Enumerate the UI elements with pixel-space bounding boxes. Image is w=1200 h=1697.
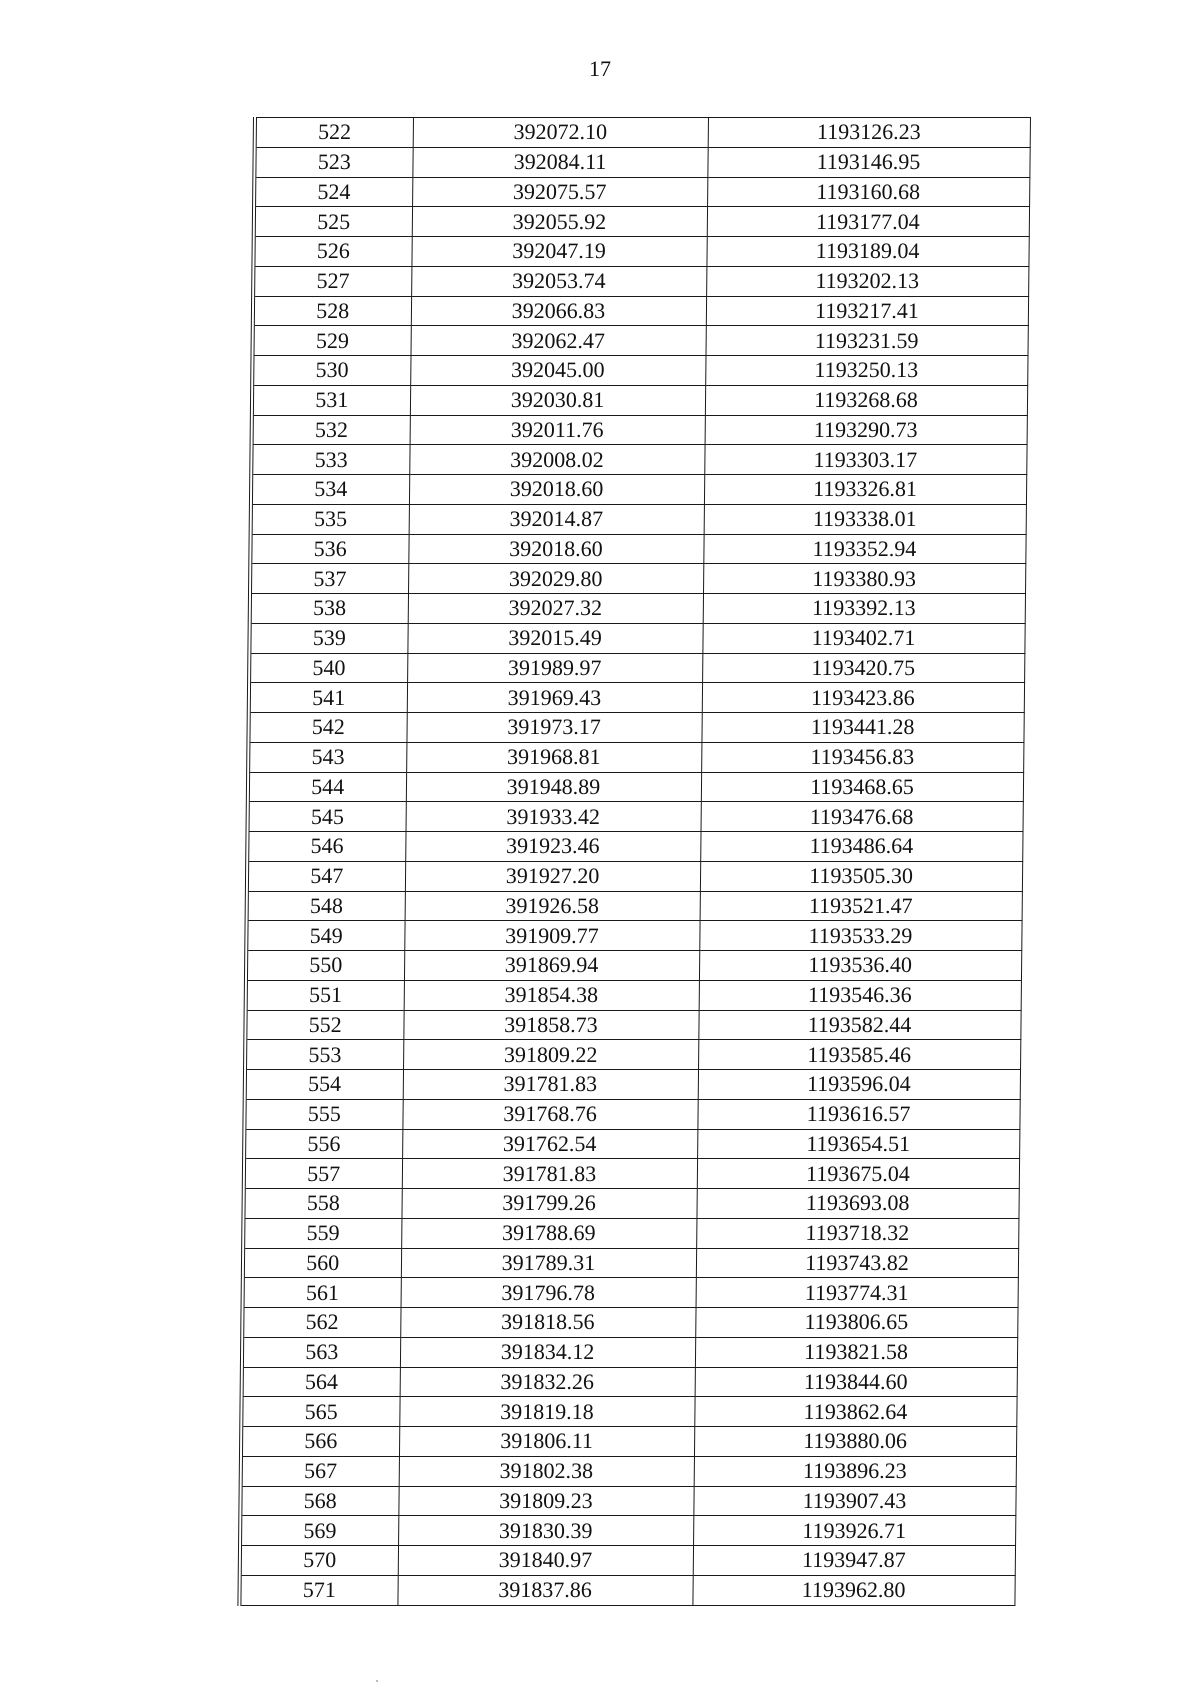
table-row bbox=[249, 623, 1024, 653]
point-number-cell: 569 bbox=[240, 1516, 398, 1546]
point-number-cell: 548 bbox=[247, 891, 405, 921]
table-row bbox=[252, 415, 1027, 445]
table-row bbox=[248, 713, 1023, 743]
y-coordinate-cell: 1193844.60 bbox=[695, 1367, 1017, 1397]
x-coordinate-cell: 391830.39 bbox=[398, 1516, 693, 1546]
point-number-cell: 559 bbox=[243, 1218, 401, 1248]
table-row bbox=[254, 147, 1029, 177]
x-coordinate-cell: 392008.02 bbox=[409, 445, 704, 475]
x-coordinate-cell: 391762.54 bbox=[402, 1129, 697, 1159]
point-number-cell: 571 bbox=[239, 1575, 397, 1605]
y-coordinate-cell: 1193693.08 bbox=[696, 1189, 1018, 1219]
table-row bbox=[245, 1070, 1020, 1100]
point-number-cell: 545 bbox=[248, 802, 406, 832]
table-row bbox=[251, 504, 1026, 534]
y-coordinate-cell: 1193146.95 bbox=[707, 147, 1029, 177]
y-coordinate-cell: 1193352.94 bbox=[703, 534, 1025, 564]
table-row bbox=[248, 772, 1023, 802]
x-coordinate-cell: 391854.38 bbox=[404, 980, 699, 1010]
table-row bbox=[244, 1129, 1019, 1159]
table-row bbox=[253, 266, 1028, 296]
x-coordinate-cell: 391926.58 bbox=[405, 891, 700, 921]
x-coordinate-cell: 391973.17 bbox=[406, 713, 701, 743]
table-row bbox=[244, 1099, 1019, 1129]
y-coordinate-cell: 1193821.58 bbox=[695, 1337, 1017, 1367]
table-row bbox=[244, 1159, 1019, 1189]
point-number-cell: 563 bbox=[242, 1337, 400, 1367]
table-row bbox=[245, 1010, 1020, 1040]
point-number-cell: 531 bbox=[252, 385, 410, 415]
x-coordinate-cell: 391802.38 bbox=[399, 1456, 694, 1486]
x-coordinate-cell: 391781.83 bbox=[402, 1159, 697, 1189]
table-row bbox=[253, 326, 1028, 356]
y-coordinate-cell: 1193862.64 bbox=[694, 1397, 1016, 1427]
x-coordinate-cell: 392066.83 bbox=[411, 296, 706, 326]
y-coordinate-cell: 1193536.40 bbox=[699, 951, 1021, 981]
point-number-cell: 553 bbox=[245, 1040, 403, 1070]
table-row bbox=[240, 1486, 1015, 1516]
x-coordinate-cell: 391799.26 bbox=[401, 1189, 696, 1219]
point-number-cell: 540 bbox=[249, 653, 407, 683]
x-coordinate-cell: 391869.94 bbox=[404, 951, 699, 981]
point-number-cell: 524 bbox=[254, 177, 412, 207]
y-coordinate-cell: 1193217.41 bbox=[706, 296, 1028, 326]
y-coordinate-cell: 1193774.31 bbox=[696, 1278, 1018, 1308]
y-coordinate-cell: 1193338.01 bbox=[704, 504, 1026, 534]
point-number-cell: 552 bbox=[245, 1010, 403, 1040]
point-number-cell: 542 bbox=[248, 713, 406, 743]
point-number-cell: 525 bbox=[254, 207, 412, 237]
point-number-cell: 561 bbox=[243, 1278, 401, 1308]
point-number-cell: 533 bbox=[251, 445, 409, 475]
x-coordinate-cell: 392018.60 bbox=[408, 534, 703, 564]
x-coordinate-cell: 391781.83 bbox=[403, 1070, 698, 1100]
y-coordinate-cell: 1193392.13 bbox=[703, 594, 1025, 624]
y-coordinate-cell: 1193546.36 bbox=[699, 980, 1021, 1010]
table-row bbox=[248, 742, 1023, 772]
point-number-cell: 537 bbox=[250, 564, 408, 594]
point-number-cell: 557 bbox=[244, 1159, 402, 1189]
y-coordinate-cell: 1193743.82 bbox=[696, 1248, 1018, 1278]
y-coordinate-cell: 1193441.28 bbox=[701, 713, 1023, 743]
point-number-cell: 550 bbox=[246, 951, 404, 981]
y-coordinate-cell: 1193380.93 bbox=[703, 564, 1025, 594]
x-coordinate-cell: 391923.46 bbox=[405, 832, 700, 862]
point-number-cell: 544 bbox=[248, 772, 406, 802]
y-coordinate-cell: 1193616.57 bbox=[697, 1099, 1019, 1129]
y-coordinate-cell: 1193126.23 bbox=[708, 118, 1030, 148]
point-number-cell: 547 bbox=[247, 861, 405, 891]
x-coordinate-cell: 391834.12 bbox=[400, 1337, 695, 1367]
y-coordinate-cell: 1193675.04 bbox=[697, 1159, 1019, 1189]
x-coordinate-cell: 391840.97 bbox=[398, 1546, 693, 1576]
table-row bbox=[253, 237, 1028, 267]
table-row bbox=[245, 1040, 1020, 1070]
x-coordinate-cell: 391796.78 bbox=[401, 1278, 696, 1308]
x-coordinate-cell: 391809.22 bbox=[403, 1040, 698, 1070]
point-number-cell: 541 bbox=[249, 683, 407, 713]
table-row bbox=[246, 921, 1021, 951]
x-coordinate-cell: 392045.00 bbox=[410, 356, 705, 386]
x-coordinate-cell: 392030.81 bbox=[410, 385, 705, 415]
x-coordinate-cell: 392053.74 bbox=[411, 266, 706, 296]
x-coordinate-cell: 391989.97 bbox=[407, 653, 702, 683]
point-number-cell: 560 bbox=[243, 1248, 401, 1278]
table-row bbox=[240, 1546, 1015, 1576]
y-coordinate-cell: 1193806.65 bbox=[695, 1308, 1017, 1338]
table-row bbox=[243, 1218, 1018, 1248]
page-number: 17 bbox=[589, 56, 611, 81]
table-row bbox=[247, 861, 1022, 891]
y-coordinate-cell: 1193880.06 bbox=[694, 1427, 1016, 1457]
table-row bbox=[250, 534, 1025, 564]
y-coordinate-cell: 1193585.46 bbox=[698, 1040, 1020, 1070]
table-row bbox=[247, 832, 1022, 862]
table-row bbox=[243, 1189, 1018, 1219]
point-number-cell: 536 bbox=[250, 534, 408, 564]
scan-artifact-dot bbox=[376, 1680, 378, 1682]
x-coordinate-cell: 391819.18 bbox=[399, 1397, 694, 1427]
point-number-cell: 556 bbox=[244, 1129, 402, 1159]
x-coordinate-cell: 392027.32 bbox=[408, 594, 703, 624]
x-coordinate-cell: 392072.10 bbox=[413, 118, 708, 148]
point-number-cell: 570 bbox=[240, 1546, 398, 1576]
table-row bbox=[250, 594, 1025, 624]
point-number-cell: 532 bbox=[252, 415, 410, 445]
y-coordinate-cell: 1193521.47 bbox=[700, 891, 1022, 921]
y-coordinate-cell: 1193402.71 bbox=[702, 623, 1024, 653]
x-coordinate-cell: 391832.26 bbox=[400, 1367, 695, 1397]
point-number-cell: 526 bbox=[253, 237, 411, 267]
point-number-cell: 555 bbox=[244, 1099, 402, 1129]
y-coordinate-cell: 1193907.43 bbox=[693, 1486, 1015, 1516]
table-row bbox=[243, 1278, 1018, 1308]
table-row bbox=[243, 1248, 1018, 1278]
point-number-cell: 554 bbox=[245, 1070, 403, 1100]
x-coordinate-cell: 391818.56 bbox=[400, 1308, 695, 1338]
point-number-cell: 527 bbox=[253, 266, 411, 296]
y-coordinate-cell: 1193718.32 bbox=[696, 1218, 1018, 1248]
table-row bbox=[247, 891, 1022, 921]
y-coordinate-cell: 1193160.68 bbox=[707, 177, 1029, 207]
point-number-cell: 566 bbox=[241, 1427, 399, 1457]
table-row bbox=[254, 207, 1029, 237]
x-coordinate-cell: 392084.11 bbox=[412, 147, 707, 177]
x-coordinate-cell: 391858.73 bbox=[403, 1010, 698, 1040]
point-number-cell: 530 bbox=[252, 356, 410, 386]
coordinate-table-body bbox=[239, 118, 1030, 1606]
y-coordinate-cell: 1193326.81 bbox=[704, 475, 1026, 505]
y-coordinate-cell: 1193486.64 bbox=[700, 832, 1022, 862]
y-coordinate-cell: 1193533.29 bbox=[699, 921, 1021, 951]
table-row bbox=[250, 564, 1025, 594]
x-coordinate-cell: 392018.60 bbox=[409, 475, 704, 505]
y-coordinate-cell: 1193290.73 bbox=[705, 415, 1027, 445]
x-coordinate-cell: 391768.76 bbox=[402, 1099, 697, 1129]
x-coordinate-cell: 391969.43 bbox=[407, 683, 702, 713]
y-coordinate-cell: 1193231.59 bbox=[706, 326, 1028, 356]
table-row bbox=[252, 356, 1027, 386]
table-row bbox=[239, 1575, 1014, 1605]
y-coordinate-cell: 1193926.71 bbox=[693, 1516, 1015, 1546]
table-row bbox=[253, 296, 1028, 326]
table-row bbox=[248, 802, 1023, 832]
table-row bbox=[240, 1516, 1015, 1546]
point-number-cell: 551 bbox=[246, 980, 404, 1010]
y-coordinate-cell: 1193250.13 bbox=[705, 356, 1027, 386]
y-coordinate-cell: 1193189.04 bbox=[706, 237, 1028, 267]
table-row bbox=[246, 980, 1021, 1010]
table-row bbox=[242, 1308, 1017, 1338]
y-coordinate-cell: 1193596.04 bbox=[698, 1070, 1020, 1100]
table-row bbox=[241, 1427, 1016, 1457]
x-coordinate-cell: 392011.76 bbox=[410, 415, 705, 445]
point-number-cell: 568 bbox=[240, 1486, 398, 1516]
y-coordinate-cell: 1193582.44 bbox=[698, 1010, 1020, 1040]
table-row bbox=[249, 653, 1024, 683]
point-number-cell: 565 bbox=[241, 1397, 399, 1427]
y-coordinate-cell: 1193505.30 bbox=[700, 861, 1022, 891]
point-number-cell: 528 bbox=[253, 296, 411, 326]
x-coordinate-cell: 391806.11 bbox=[399, 1427, 694, 1457]
table-row bbox=[242, 1337, 1017, 1367]
x-coordinate-cell: 392062.47 bbox=[411, 326, 706, 356]
x-coordinate-cell: 392047.19 bbox=[411, 237, 706, 267]
x-coordinate-cell: 391789.31 bbox=[401, 1248, 696, 1278]
table-row bbox=[251, 475, 1026, 505]
x-coordinate-cell: 391837.86 bbox=[397, 1575, 692, 1605]
x-coordinate-cell: 392015.49 bbox=[407, 623, 702, 653]
y-coordinate-cell: 1193468.65 bbox=[701, 772, 1023, 802]
x-coordinate-cell: 392029.80 bbox=[408, 564, 703, 594]
point-number-cell: 538 bbox=[250, 594, 408, 624]
y-coordinate-cell: 1193177.04 bbox=[707, 207, 1029, 237]
table-row bbox=[255, 118, 1030, 148]
point-number-cell: 522 bbox=[255, 118, 413, 148]
table-row bbox=[242, 1367, 1017, 1397]
y-coordinate-cell: 1193962.80 bbox=[692, 1575, 1014, 1605]
coordinate-table bbox=[237, 117, 1030, 1606]
y-coordinate-cell: 1193896.23 bbox=[694, 1456, 1016, 1486]
x-coordinate-cell: 391909.77 bbox=[404, 921, 699, 951]
y-coordinate-cell: 1193654.51 bbox=[697, 1129, 1019, 1159]
y-coordinate-cell: 1193202.13 bbox=[706, 266, 1028, 296]
x-coordinate-cell: 391788.69 bbox=[401, 1218, 696, 1248]
y-coordinate-cell: 1193268.68 bbox=[705, 385, 1027, 415]
x-coordinate-cell: 391968.81 bbox=[406, 742, 701, 772]
y-coordinate-cell: 1193420.75 bbox=[702, 653, 1024, 683]
y-coordinate-cell: 1193456.83 bbox=[701, 742, 1023, 772]
point-number-cell: 562 bbox=[242, 1308, 400, 1338]
table-row bbox=[246, 951, 1021, 981]
table-row bbox=[249, 683, 1024, 713]
y-coordinate-cell: 1193423.86 bbox=[702, 683, 1024, 713]
point-number-cell: 535 bbox=[251, 504, 409, 534]
table-row bbox=[254, 177, 1029, 207]
y-coordinate-cell: 1193947.87 bbox=[693, 1546, 1015, 1576]
x-coordinate-cell: 392014.87 bbox=[409, 504, 704, 534]
table-row bbox=[252, 385, 1027, 415]
x-coordinate-cell: 391933.42 bbox=[406, 802, 701, 832]
table-row bbox=[241, 1456, 1016, 1486]
point-number-cell: 529 bbox=[253, 326, 411, 356]
point-number-cell: 546 bbox=[247, 832, 405, 862]
x-coordinate-cell: 391948.89 bbox=[406, 772, 701, 802]
point-number-cell: 534 bbox=[251, 475, 409, 505]
x-coordinate-cell: 391927.20 bbox=[405, 861, 700, 891]
point-number-cell: 549 bbox=[246, 921, 404, 951]
point-number-cell: 539 bbox=[249, 623, 407, 653]
y-coordinate-cell: 1193476.68 bbox=[701, 802, 1023, 832]
point-number-cell: 558 bbox=[243, 1189, 401, 1219]
x-coordinate-cell: 392075.57 bbox=[412, 177, 707, 207]
table-row bbox=[241, 1397, 1016, 1427]
table-row bbox=[251, 445, 1026, 475]
y-coordinate-cell: 1193303.17 bbox=[704, 445, 1026, 475]
x-coordinate-cell: 391809.23 bbox=[398, 1486, 693, 1516]
point-number-cell: 567 bbox=[241, 1456, 399, 1486]
point-number-cell: 564 bbox=[242, 1367, 400, 1397]
point-number-cell: 543 bbox=[248, 742, 406, 772]
x-coordinate-cell: 392055.92 bbox=[412, 207, 707, 237]
point-number-cell: 523 bbox=[254, 147, 412, 177]
